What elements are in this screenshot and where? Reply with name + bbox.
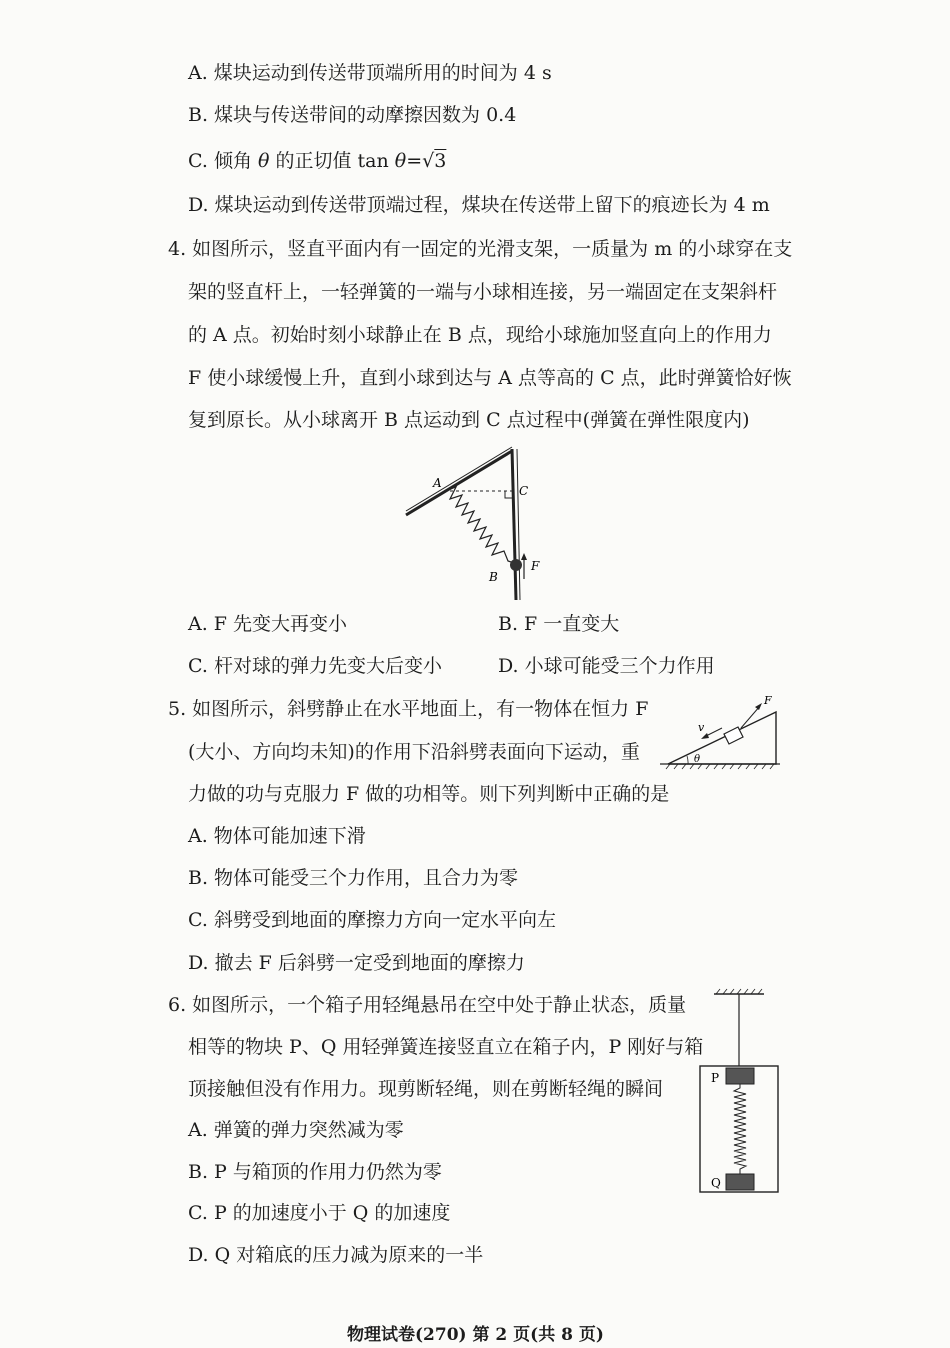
q3-option-a: A. 煤块运动到传送带顶端所用的时间为 4 s xyxy=(188,62,552,84)
q5-ground-hatch xyxy=(666,764,774,769)
q6-option-c: C. P 的加速度小于 Q 的加速度 xyxy=(188,1202,451,1224)
q4-stem-line4: F 使小球缓慢上升，直到小球到达与 A 点等高的 C 点，此时弹簧恰好恢 xyxy=(188,367,792,389)
q6-block-p xyxy=(726,1068,754,1084)
q3-option-c xyxy=(188,148,446,174)
q6-stem-line2: 相等的物块 P、Q 用轻弹簧连接竖直立在箱子内，P 刚好与箱 xyxy=(188,1036,704,1058)
q3-option-b: B. 煤块与传送带间的动摩擦因数为 0.4 xyxy=(188,104,517,126)
q4-stem-line3: 的 A 点。初始时刻小球静止在 B 点，现给小球施加竖直向上的作用力 xyxy=(188,324,772,346)
q4-option-d: D. 小球可能受三个力作用 xyxy=(498,655,715,677)
page-footer: 物理试卷(270) 第 2 页(共 8 页) xyxy=(347,1325,604,1345)
q5-option-b: B. 物体可能受三个力作用，且合力为零 xyxy=(188,867,519,889)
q6-spring xyxy=(734,1084,746,1174)
q4-option-c: C. 杆对球的弹力先变大后变小 xyxy=(188,655,442,677)
q3-option-c-mid: 的正切值 tan xyxy=(275,150,389,172)
q6-option-d: D. Q 对箱底的压力减为原来的一半 xyxy=(188,1244,484,1266)
q6-stem-line3: 顶接触但没有作用力。现剪断轻绳，则在剪断轻绳的瞬间 xyxy=(188,1078,664,1100)
q5-wedge xyxy=(668,712,776,764)
q5-option-c: C. 斜劈受到地面的摩擦力方向一定水平向左 xyxy=(188,909,556,931)
q4-stem-line2: 架的竖直杆上，一轻弹簧的一端与小球相连接，另一端固定在支架斜杆 xyxy=(188,281,778,303)
q4-force-arrowhead xyxy=(521,553,527,560)
q3-option-d: D. 煤块运动到传送带顶端过程，煤块在传送带上留下的痕迹长为 4 m xyxy=(188,194,770,216)
q5-stem-line1: 5. 如图所示，斜劈静止在水平地面上，有一物体在恒力 F xyxy=(168,698,649,720)
q4-label-a: A xyxy=(433,476,442,490)
q3-option-c-theta: θ xyxy=(258,150,270,172)
q4-right-angle-mark xyxy=(505,491,512,498)
q3-option-c-num: 3 xyxy=(434,150,447,172)
q5-label-v: v xyxy=(698,721,705,734)
q6-stem-line1: 6. 如图所示，一个箱子用轻绳悬吊在空中处于静止状态，质量 xyxy=(168,994,687,1016)
q4-option-a: A. F 先变大再变小 xyxy=(188,613,348,635)
q6-block-q xyxy=(726,1174,754,1190)
q5-stem-line2: (大小、方向均未知)的作用下沿斜劈表面向下运动，重 xyxy=(188,741,640,763)
q5-label-theta: θ xyxy=(694,754,701,765)
q5-option-a: A. 物体可能加速下滑 xyxy=(188,825,366,847)
q6-option-b: B. P 与箱顶的作用力仍然为零 xyxy=(188,1161,442,1183)
q4-spring xyxy=(448,487,514,563)
q3-option-c-eq: =√ xyxy=(406,150,435,172)
q4-label-b: B xyxy=(489,570,498,584)
q4-vertical-rod xyxy=(512,449,516,600)
q5-angle-arc xyxy=(687,756,688,764)
q6-label-q: Q xyxy=(711,1176,721,1190)
q3-option-c-theta2: θ xyxy=(394,150,407,172)
q4-label-c: C xyxy=(519,484,529,498)
q4-stem-line5: 复到原长。从小球离开 B 点运动到 C 点过程中(弹簧在弹性限度内) xyxy=(188,409,750,431)
q5-option-d: D. 撤去 F 后斜劈一定受到地面的摩擦力 xyxy=(188,952,525,974)
q6-ceiling-hatch xyxy=(716,989,762,994)
q5-stem-line3: 力做的功与克服力 F 做的功相等。则下列判断中正确的是 xyxy=(188,783,670,805)
q6-figure xyxy=(692,988,788,1198)
q6-option-a: A. 弹簧的弹力突然减为零 xyxy=(188,1119,404,1141)
q3-option-c-prefix: C. 倾角 xyxy=(188,150,252,172)
q4-option-b: B. F 一直变大 xyxy=(498,613,620,635)
q4-label-f: F xyxy=(531,559,540,573)
q4-ball xyxy=(510,559,522,571)
q4-vertical-rod-edge xyxy=(517,449,520,600)
q4-stem-line1: 4. 如图所示，竖直平面内有一固定的光滑支架，一质量为 m 的小球穿在支 xyxy=(168,238,793,260)
q5-label-f: F xyxy=(764,694,772,707)
q5-figure xyxy=(658,690,788,775)
q4-figure xyxy=(400,445,560,605)
q6-label-p: P xyxy=(711,1071,720,1085)
q5-force-arrowhead xyxy=(755,703,762,710)
